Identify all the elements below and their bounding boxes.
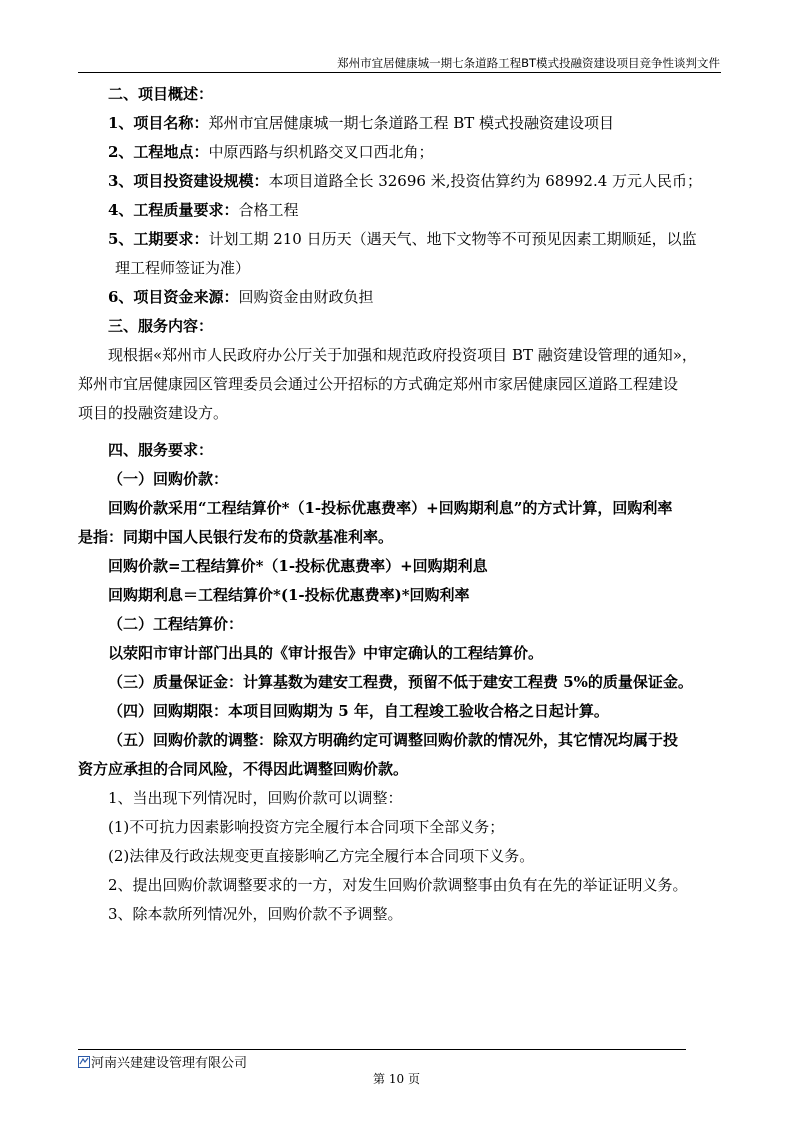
- adjustment-line: 3、除本款所列情况外，回购价款不予调整。: [108, 905, 403, 923]
- project-item-4: [78, 196, 721, 225]
- subsection-3: （三）质量保证金：计算基数为建安工程费，预留不低于建安工程费 5%的质量保证金。: [108, 673, 693, 691]
- item-label: 5、工期要求：: [108, 230, 209, 248]
- buyback-formula: 回购价款=工程结算价*（1-投标优惠费率）+回购期利息: [108, 557, 488, 575]
- item-label: 2、工程地点：: [108, 143, 209, 161]
- item-text: 回购资金由财政负担: [238, 288, 374, 306]
- subsection-5-line: 资方应承担的合同风险，不得因此调整回购价款。: [78, 760, 409, 778]
- item-label: 6、项目资金来源：: [108, 288, 239, 306]
- adjustment-line: (1)不可抗力因素影响投资方完全履行本合同项下全部义务；: [108, 818, 505, 836]
- adjustment-line: 2、提出回购价款调整要求的一方，对发生回购价款调整事由负有在先的举证证明义务。: [108, 876, 688, 894]
- footer-company: [78, 1052, 247, 1071]
- project-item-5-continued: 理工程师签证为准）: [115, 259, 251, 277]
- subsection-4: （四）回购期限：本项目回购期为 5 年，自工程竣工验收合格之日起计算。: [108, 702, 609, 720]
- item-text: 郑州市宜居健康城一期七条道路工程 BT 模式投融资建设项目: [208, 114, 615, 132]
- section-2-heading: 二、项目概述：: [108, 85, 214, 103]
- item-label: 4、工程质量要求：: [108, 201, 239, 219]
- adjustment-line: 1、当出现下列情况时，回购价款可以调整：: [108, 789, 403, 807]
- item-label: 3、项目投资建设规模：: [108, 172, 269, 190]
- interest-formula: 回购期利息＝工程结算价*(1-投标优惠费率)*回购利率: [108, 586, 470, 604]
- buyback-price-line: 是指：同期中国人民银行发布的贷款基准利率。: [78, 528, 394, 546]
- item-text: 计划工期 210 日历天（遇天气、地下文物等不可预见因素工期顺延，以监: [208, 230, 697, 248]
- item-text: 合格工程: [238, 201, 299, 219]
- project-item-1: [78, 109, 721, 138]
- footer-divider: [78, 1049, 686, 1050]
- section-4-heading: 四、服务要求：: [108, 441, 214, 459]
- page-number: 第 10 页: [373, 1072, 420, 1086]
- service-paragraph-line: 现根据«郑州市人民政府办公厅关于加强和规范政府投资项目 BT 融资建设管理的通知»，: [108, 346, 697, 364]
- service-paragraph-line: 郑州市宜居健康园区管理委员会通过公开招标的方式确定郑州市家居健康园区道路工程建设: [78, 375, 679, 393]
- running-header: 郑州市宜居健康城一期七条道路工程BT模式投融资建设项目竞争性谈判文件: [337, 56, 720, 70]
- company-logo-icon: [78, 1056, 90, 1068]
- service-paragraph-line: 项目的投融资建设方。: [78, 404, 229, 422]
- document-body: [78, 80, 721, 929]
- company-name: 河南兴建建设管理有限公司: [91, 1056, 248, 1071]
- subsection-2-heading: （二）工程结算价：: [108, 615, 244, 633]
- section-3-heading: 三、服务内容：: [108, 317, 214, 335]
- header-divider: [78, 72, 721, 73]
- item-text: 中原西路与织机路交叉口西北角；: [208, 143, 434, 161]
- item-label: 1、项目名称：: [108, 114, 209, 132]
- settlement-line: 以荥阳市审计部门出具的《审计报告》中审定确认的工程结算价。: [108, 644, 544, 662]
- buyback-price-line: 回购价款采用“工程结算价*（1-投标优惠费率）+回购期利息”的方式计算，回购利率: [108, 499, 673, 517]
- subsection-5-line: （五）回购价款的调整：除双方明确约定可调整回购价款的情况外，其它情况均属于投: [108, 731, 679, 749]
- project-item-2: [78, 138, 721, 167]
- adjustment-line: (2)法律及行政法规变更直接影响乙方完全履行本合同项下义务。: [108, 847, 535, 865]
- project-item-3: [78, 167, 721, 196]
- project-item-6: [78, 283, 721, 312]
- project-item-5: [78, 225, 721, 254]
- item-text: 本项目道路全长 32696 米,投资估算约为 68992.4 万元人民币；: [268, 172, 703, 190]
- subsection-1-heading: （一）回购价款：: [108, 470, 229, 488]
